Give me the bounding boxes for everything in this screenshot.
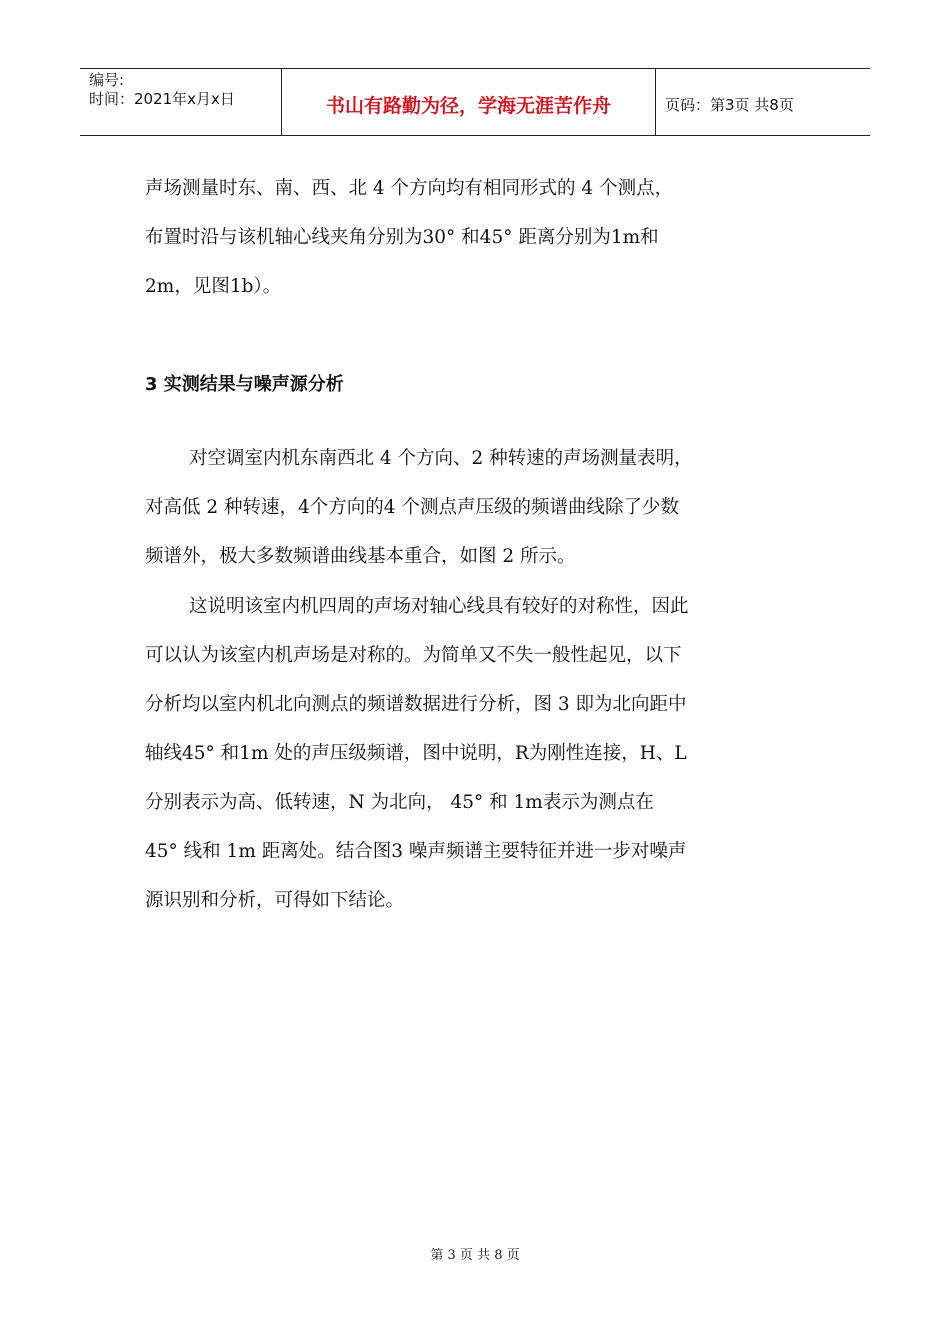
page-footer: 第 3 页 共 8 页 [430, 1248, 520, 1263]
text-line: 分别表示为高、低转速，N 为北向， 45° 和 1m表示为测点在 [145, 792, 654, 813]
text-line: 源识别和分析，可得如下结论。 [145, 890, 405, 911]
text-line: 可以认为该室内机声场是对称的。为简单又不失一般性起见，以下 [145, 645, 682, 666]
page-header [80, 68, 870, 136]
text-line: 2m，见图1b）。 [145, 276, 282, 297]
text-line: 对高低 2 种转速，4个方向的4 个测点声压级的频谱曲线除了少数 [145, 497, 679, 518]
text-line: 轴线45° 和1m 处的声压级频谱，图中说明，R为刚性连接，H、L [145, 743, 687, 764]
text-line: 这说明该室内机四周的声场对轴心线具有较好的对称性，因此 [189, 596, 689, 617]
text-line: 45° 线和 1m 距离处。结合图3 噪声频谱主要特征并进一步对噪声 [145, 841, 687, 862]
header-motto: 书山有路勤为径，学海无涯苦作舟 [282, 69, 656, 135]
header-info-cell [80, 69, 282, 135]
document-date-label: 时间：2021年x月x日 [89, 90, 235, 108]
paragraph-measurement-setup [145, 164, 810, 311]
text-line: 分析均以室内机北向测点的频谱数据进行分析，图 3 即为北向距中 [145, 694, 687, 715]
text-line: 布置时沿与该机轴心线夹角分别为30° 和45° 距离分别为1m和 [145, 227, 659, 248]
document-number-label: 编号: [89, 71, 125, 89]
text-line: 对空调室内机东南西北 4 个方向、2 种转速的声场测量表明， [189, 448, 693, 469]
header-page-number: 页码：第3页 共8页 [665, 95, 794, 114]
text-line: 频谱外，极大多数频谱曲线基本重合，如图 2 所示。 [145, 546, 576, 567]
section-heading: 3 实测结果与噪声源分析 [145, 374, 344, 395]
paragraph-measurement-results [145, 434, 810, 581]
paragraph-symmetry-analysis [145, 582, 810, 925]
text-line: 声场测量时东、南、西、北 4 个方向均有相同形式的 4 个测点， [145, 178, 674, 199]
